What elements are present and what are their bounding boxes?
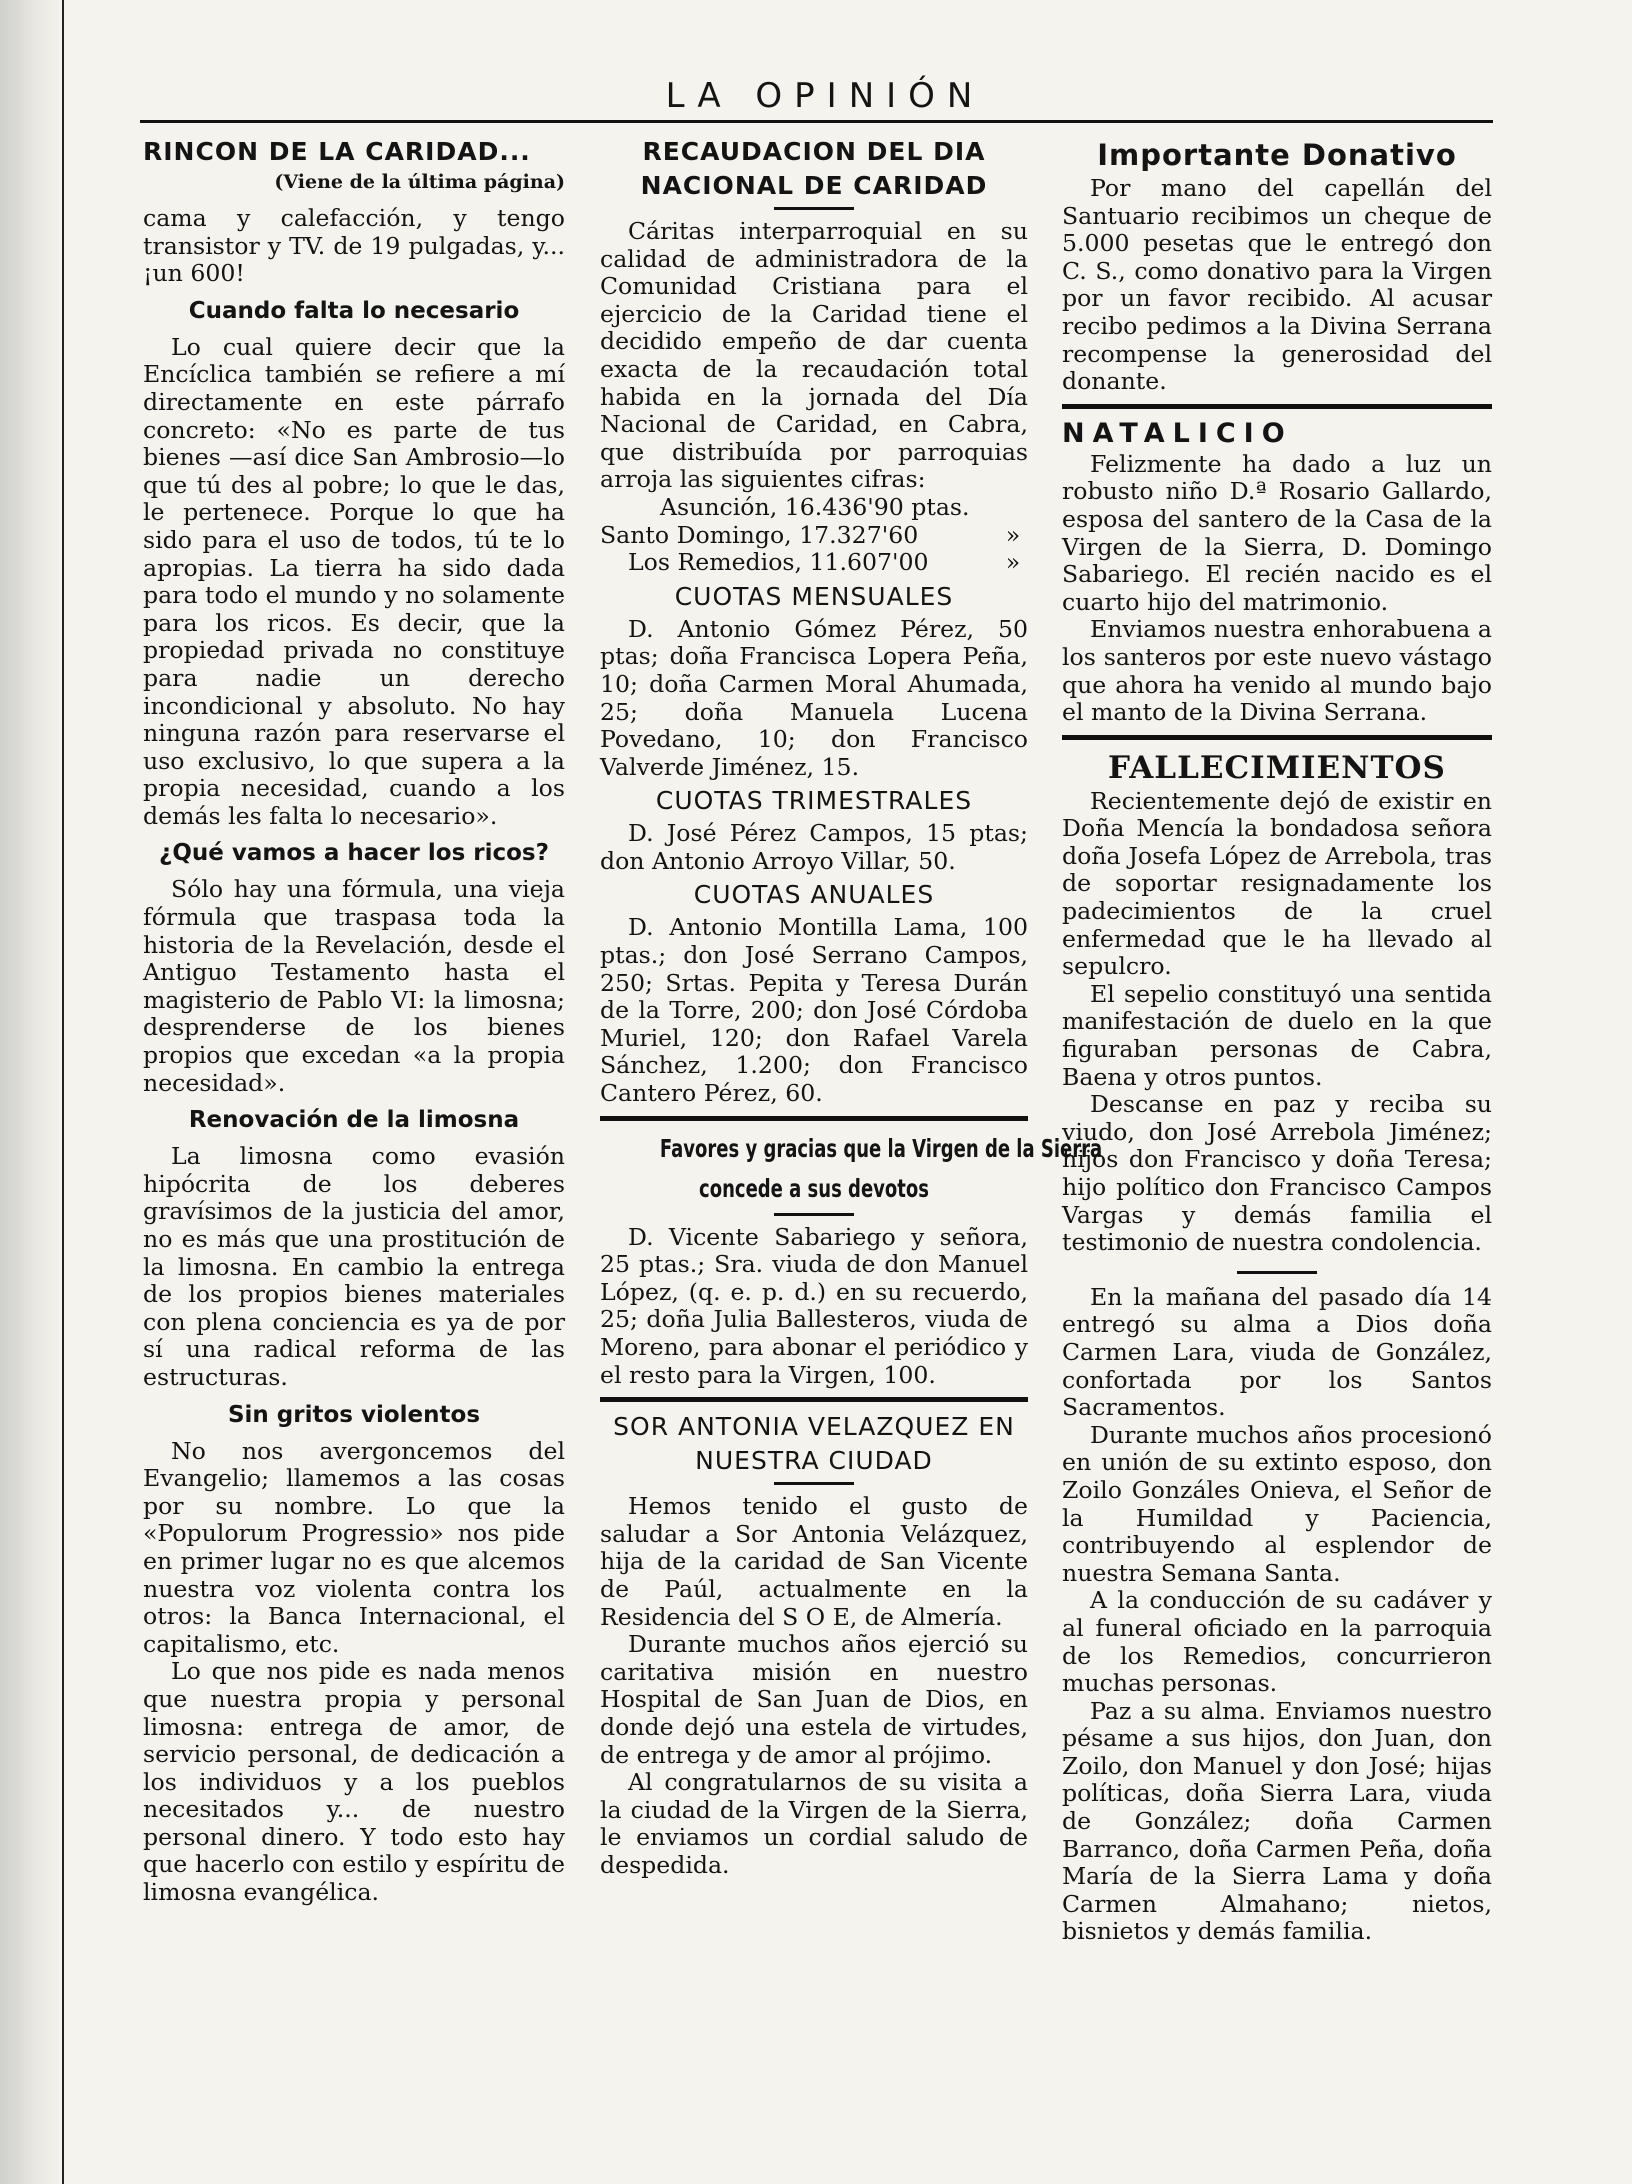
short-rule — [1237, 1271, 1317, 1274]
sor-antonia-heading: SOR ANTONIA VELAZQUEZ EN NUESTRA CIUDAD — [613, 1412, 1015, 1476]
paragraph: Felizmente ha dado a luz un robusto niño D.ª Rosario Gallardo, esposa del santero de la Casa de la Virgen de la Sierra, D. Domingo Sabariego. El recién nacido es el cuarto hijo del matrimonio. — [1062, 449, 1492, 616]
short-rule — [774, 1213, 854, 1216]
paragraph: No nos avergoncemos del Evangelio; llamemos a las cosas por su nombre. Lo que la «Populorum Progressio» nos pide en primer lugar no es que alcemos nuestra voz violenta contra los otros: la Banca Internacional, el capitalismo, etc. — [143, 1436, 565, 1658]
cifra-santo-domingo — [600, 522, 1028, 550]
cifra-ditto — [998, 494, 1028, 522]
short-rule — [774, 1482, 854, 1485]
subhead-sin-gritos: Sin gritos violentos — [227, 1401, 481, 1428]
cuotas-anuales-text: D. Antonio Montilla Lama, 100 ptas.; don José Serrano Campos, 250; Srtas. Pepita y Teresa Durán de la Torre, 200; don José Córdoba Muriel, 120; don Rafael Varela Sánchez, 1.200; don Francisco Cantero Pérez, 60. — [600, 913, 1028, 1108]
paragraph: Hemos tenido el gusto de saludar a Sor Antonia Velázquez, hija de la caridad de San Vicente de Paúl, actualmente en la Residencia del S O E, de Almería. — [600, 1492, 1028, 1631]
masthead-rule — [140, 120, 1493, 123]
binding-spine — [0, 0, 64, 2184]
section-rule — [1062, 404, 1492, 409]
cifra-text: Santo Domingo, 17.327'60 — [600, 520, 919, 549]
cifra-asuncion — [600, 494, 1028, 522]
subhead-renovacion-limosna: Renovación de la limosna — [188, 1107, 520, 1134]
cuotas-anuales-title: CUOTAS ANUALES — [693, 880, 935, 910]
continuation-note: (Viene de la última página) — [274, 171, 565, 193]
paragraph: Al congratularnos de su visita a la ciudad de la Virgen de la Sierra, le enviamos un cordial saludo de despedida. — [600, 1768, 1028, 1879]
section-rule — [600, 1116, 1028, 1121]
subhead-falta-necesario: Cuando falta lo necesario — [188, 297, 520, 324]
masthead — [140, 76, 1510, 120]
paragraph: La limosna como evasión hipócrita de los deberes gravísimos de la justicia del amor, no es más que una prostitución de la limosna. En cambio la entrega de los propios bienes materiales con plena conciencia es ya de por sí una radical reforma de las estructuras. — [143, 1142, 565, 1391]
column-noticias — [1062, 135, 1492, 1946]
cifra-los-remedios — [600, 549, 1028, 577]
paragraph: Lo cual quiere decir que la Encíclica también se refiere a mí directamente en este párrafo concreto: «No es parte de tus bienes —así dice San Ambrosio—lo que tú des al pobre; lo que le das, le pertenece. Porque lo que ha sido para el uso de todos, tú te lo apropias. La tierra ha sido dada para todo el mundo y no solamente para los ricos. Es decir, que la propiedad privada no constituye para nadie un derecho incondicional y absoluto. No hay ninguna razón para reservarse el uso exclusivo, lo que supera a la propia necesidad, cuando a los demás les falta lo necesario». — [143, 332, 565, 830]
cuotas-trimestrales-title: CUOTAS TRIMESTRALES — [655, 786, 973, 816]
cifra-ditto: » — [1005, 520, 1021, 549]
paragraph: Sólo hay una fórmula, una vieja fórmula que traspasa toda la historia de la Revelación, desde el Antiguo Testamento hasta el magisterio de Pablo VI: la limosna; desprenderse de los bienes propios que excedan «a la propia necesidad». — [143, 875, 565, 1097]
short-rule — [774, 207, 854, 210]
cifra-text: Asunción, 16.436'90 ptas. — [660, 492, 970, 521]
donativo-text: Por mano del capellán del Santuario recibimos un cheque de 5.000 pesetas que le entregó don C. S., como donativo para la Virgen por un favor recibido. Al acusar recibo pedimos a la Divina Serrana recompense la generosidad del donante. — [1062, 174, 1492, 396]
paragraph: Durante muchos años ejerció su caritativa misión en nuestro Hospital de San Juan de Dios, en donde dejó una estela de virtudes, de entrega y de amor al prójimo. — [600, 1630, 1028, 1769]
rincon-heading: RINCON DE LA CARIDAD... — [143, 137, 531, 166]
cifra-ditto: » — [1005, 548, 1021, 577]
paragraph: A la conducción de su cadáver y al funeral oficiado en la parroquia de los Remedios, concurrieron muchas personas. — [1062, 1586, 1492, 1698]
paragraph: En la mañana del pasado día 14 entregó su alma a Dios doña Carmen Lara, viuda de González, confortada por los Santos Sacramentos. — [1062, 1282, 1492, 1422]
donativo-heading: Importante Donativo — [1097, 138, 1457, 172]
cifra-text: Los Remedios, 11.607'00 — [628, 548, 929, 577]
column-rincon-caridad — [143, 135, 565, 1907]
natalicio-heading: NATALICIO — [1062, 417, 1293, 449]
favores-heading-line1: Favores y gracias que la Virgen de la Sierra — [659, 1133, 1103, 1163]
cuotas-mensuales-title: CUOTAS MENSUALES — [674, 581, 954, 611]
paragraph: Paz a su alma. Enviamos nuestro pésame a sus hijos, don Juan, don Zoilo, don Manuel y don José; hijas políticas, doña Sierra Lara, viuda de González; doña Carmen Barranco, doña Carmen Peña, doña María de la Sierra Lama y doña Carmen Almahano; nietos, bisnietos y demás familia. — [1062, 1696, 1492, 1946]
paragraph: Descanse en paz y reciba su viudo, don José Arrebola Jiménez; hijos don Francisco y doña Teresa; hijo político don Francisco Campos Vargas y demás familia el testimonio de nuestra condolencia. — [1062, 1090, 1492, 1257]
subhead-que-vamos-hacer: ¿Qué vamos a hacer los ricos? — [159, 840, 549, 867]
paragraph: Lo que nos pide es nada menos que nuestra propia y personal limosna: entrega de amor, de servicio personal, de dedicación a los individuos y a los pueblos necesitados y... de nuestro personal dinero. Y todo esto hay que hacerlo con estilo y espíritu de limosna evangélica. — [143, 1657, 565, 1907]
cuotas-mensuales-text: D. Antonio Gómez Pérez, 50 ptas; doña Francisca Lopera Peña, 10; doña Carmen Moral Ahumada, 25; doña Manuela Lucena Povedano, 10; don Francisco Valverde Jiménez, 15. — [600, 614, 1028, 781]
masthead-title: LA OPINIÓN — [665, 76, 985, 116]
section-rule — [600, 1397, 1028, 1402]
paragraph: Durante muchos años procesionó en unión de su extinto esposo, don Zoilo Gonzáles Onieva, el Señor de la Humildad y Paciencia, contribuyendo al esplendor de nuestra Semana Santa. — [1062, 1420, 1492, 1587]
rincon-intro: cama y calefacción, y tengo transistor y TV. de 19 pulgadas, y... ¡un 600! — [143, 204, 565, 288]
favores-heading-line2: concede a sus devotos — [699, 1173, 929, 1203]
paragraph: Enviamos nuestra enhorabuena a los santeros por este nuevo vástago que ahora ha venido al mundo bajo el manto de la Divina Serrana. — [1062, 615, 1492, 727]
recaudacion-heading: RECAUDACION DEL DIA NACIONAL DE CARIDAD — [640, 137, 988, 200]
paragraph: Recientemente dejó de existir en Doña Mencía la bondadosa señora doña Josefa López de Arrebola, tras de soportar resignadamente los padecimientos de la cruel enfermedad que le ha llevado al sepulcro. — [1062, 786, 1492, 981]
cuotas-trimestrales-text: D. José Pérez Campos, 15 ptas; don Antonio Arroyo Villar, 50. — [600, 819, 1028, 875]
recaudacion-intro: Cáritas interparroquial en su calidad de administradora de la Comunidad Cristiana para el ejercicio de la Caridad tiene el decidido empeño de dar cuenta exacta de la recaudación total habida en la jornada del Día Nacional de Caridad, en Cabra, que distribuída por parroquias arroja las siguientes cifras: — [600, 217, 1028, 494]
column-recaudacion — [600, 135, 1103, 1880]
section-rule — [1062, 735, 1492, 740]
paragraph: El sepelio constituyó una sentida manifestación de duelo en la que figuraban personas de Cabra, Baena y otros puntos. — [1062, 979, 1492, 1091]
favores-text: D. Vicente Sabariego y señora, 25 ptas.; Sra. viuda de don Manuel López, (q. e. p. d.) en su recuerdo, 25; doña Julia Ballesteros, viuda de Moreno, para abonar el periódico y el resto para la Virgen, 100. — [600, 1222, 1028, 1389]
fallecimientos-heading: FALLECIMIENTOS — [1108, 749, 1446, 786]
